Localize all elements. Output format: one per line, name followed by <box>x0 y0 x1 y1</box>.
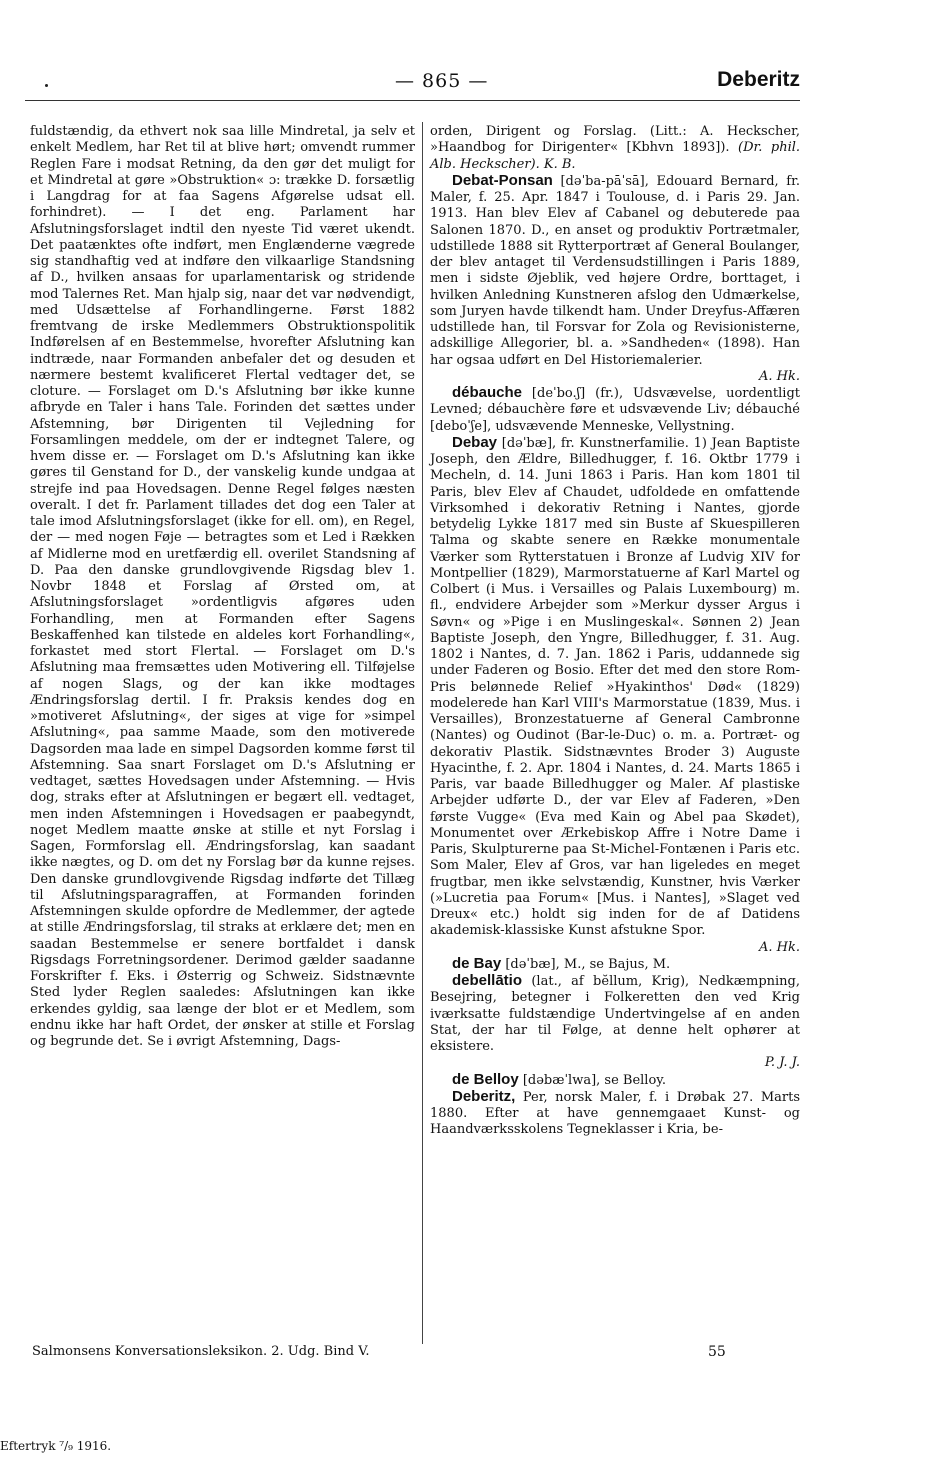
dictionary-entry <box>430 385 800 435</box>
dictionary-entry <box>430 435 800 956</box>
dictionary-entry <box>430 973 800 1072</box>
entry-body: [dəˈbæ], fr. Kunstnerfamilie. 1) Jean Baptiste Joseph, den Ældre, Billedhugger, f. 16. Oktbr 1779 i Mecheln, d. 14. Juni 1863 i Paris. Han kom 1801 til Paris, blev Elev af Chaudet, udfoldede en omfattende Virksomhed i dekorativ Retning i Nantes, gjorde betydelig Lykke 1817 med sin Buste af Skuespilleren Talma og skabte senere en Række monumentale Værker som Rytterstatuen i Bronze af Ludvig XIV for Montpellier (1829), Marmorstatuerne af Karl Martel og Colbert (i Mus. i Versailles og Palais Luxembourg) m. fl., endvidere Arbejder som »Merkur dysser Argus i Søvn« og »Pige i en Muslingeskal«. Sønnen 2) Jean Baptiste Joseph, den Yngre, Billedhugger, f. 31. Aug. 1802 i Nantes, d. 7. Jan. 1862 i Paris, uddannede sig under Faderen og Bosio. Efter det med den store Rom-Pris belønnede Relief »Hyakinthos' Død« (1829) modelerede han Karl VIII's Marmorstatue (1839, Mus. i Versailles), Bronzestatuerne af General Cambronne (Nantes) og Oudinot (Bar-le-Duc) o. m. a. Portræt- og dekorativ Plastik. Sidstnævntes Broder 3) Auguste Hyacinthe, f. 2. Apr. 1804 i Nantes, d. 24. Marts 1865 i Paris, var baade Billedhugger og Maler. Af plastiske Arbejder udførte D., der var Elev af Faderen, »Den første Vugge« (Eva med Kain og Abel paa Skødet), Monumentet over Ærkebiskop Affre i Notre Dame i Paris, Skulpturerne paa St-Michel-Fontænen i Paris etc. Som Maler, Elev af Gros, var han ligeledes en meget frugtbar, men ikke selvstændig, Kunstner, hvis Værker (»Lucretia paa Forum« [Mus. i Nantes], »Slaget ved Dreux« etc.) holdt sig inden for de af Datidens akademisk-klassiske Kunst afstukne Spor. <box>430 435 800 939</box>
page-header <box>30 70 800 100</box>
entry-headword: debellātio <box>452 972 523 989</box>
right-column <box>430 124 800 1139</box>
dictionary-entry <box>430 956 800 973</box>
entry-headword: Debay <box>452 433 498 451</box>
entry-body: [dəbæˈlwa], se Belloy. <box>522 1072 667 1088</box>
entry-body: [dəˈba-pāˈsā], Edouard Bernard, fr. Maler, f. 25. Apr. 1847 i Toulouse, d. i Paris 29. Jan. 1913. Han blev Elev af Cabanel og debuterede paa Salonen 1870. D., en anset og produktiv Portrætmaler, udstillede 1888 sit Rytterportræt af General Boulanger, der blev antaget til Verdensudstillingen i Paris 1889, men i sidste Øjeblik, ved højere Ordre, borttaget, i hvilken Anledning Kunstneren afslog den Udmærkelse, som Juryen havde tilkendt ham. Under Dreyfus-Affæren udstillede han, til Forsvar for Zola og Revisionisterne, adskillige Allegorier, bl. a. »Sandheden« (1898). Han har ogsaa udført en Del Historiemalerier. <box>430 173 800 368</box>
entry-body: [dəˈbæ], M., se Bajus, M. <box>505 956 671 972</box>
entry-signature: A. Hk. <box>759 368 800 384</box>
entry-body: [deˈbo.ʃ] (fr.), Udsvævelse, uordentligt Levned; débauchère føre et udsvævende Liv; débauché [deboˈʃe], udsvævende Menneske, Vellystning. <box>430 386 800 434</box>
continuation-paragraph <box>430 124 800 173</box>
entry-headword: débauche <box>452 384 523 401</box>
publication-footer: Salmonsens Konversationsleksikon. 2. Udg. Bind V. <box>32 1344 370 1359</box>
left-column <box>30 124 415 1050</box>
entry-headword: de Bay <box>452 954 502 972</box>
dictionary-entry <box>430 1072 800 1089</box>
header-rule <box>25 100 800 101</box>
entry-body: Per, norsk Maler, f. i Drøbak 27. Marts 1880. Efter at have gennemgaaet Kunst- og Haandværksskolens Tegneklasser i Kria, be- <box>430 1089 800 1138</box>
running-head: Deberitz <box>717 68 800 91</box>
continuation-text: orden, Dirigent og Forslag. (Litt.: A. Heckscher, »Haandbog for Dirigenter« [Kbhvn 1893]). <box>430 124 800 156</box>
entry-headword: Deberitz, <box>452 1087 516 1105</box>
entry-list <box>430 173 800 1139</box>
entry-body: (lat., af bĕllum, Krig), Nedkæmpning, Besejring, betegner i Folkeretten den ved Krig iværksatte fuldstændige Undertvingelse af en anden Stat, der har til Følge, at denne helt ophører at eksistere. <box>430 974 800 1054</box>
column-divider <box>422 122 423 1344</box>
ink-dot <box>45 84 48 87</box>
continuation-signature: (Dr. phil. Alb. Heckscher). K. B. <box>430 140 801 172</box>
entry-headword: de Belloy <box>452 1070 519 1088</box>
sheet-number: 55 <box>708 1344 726 1360</box>
entry-headword: Debat-Ponsan <box>452 171 553 189</box>
left-column-text: fuldstændig, da ethvert nok saa lille Mindretal, ja selv et enkelt Medlem, har Ret til at blive hørt; omvendt rummer Reglen Fare i modsat Retning, da den gør det muligt for et Mindretal at gøre »Obstruktion« ɔ: trække D. forsætlig i Langdrag for at faa Sagens Afgørelse udsat ell. forhindret). — I det eng. Parlament har Afslutningsforslaget indtil den nyeste Tid været ukendt. Det paatænktes ofte indført, men Englænderne vægrede sig standhaftig ved at indføre den vilkaarlige Standsning af D., hvilken ansaas for uparlamentarisk og stridende mod Talernes Ret. Man hjalp sig, naar det var nødvendigt, med Udsættelse af Forhandlingerne. Først 1882 fremtvang de irske Medlemmers Obstruktionspolitik Indførelsen af en Bestemmelse, hvorefter Afslutning kan indtræde, naar Formanden anbefaler det og desuden et nærmere bestemt kvalificeret Flertal vedtager det, se cloture. — Forslaget om D.'s Afslutning bør ikke kunne afbryde en Taler i hans Tale. Forinden det sættes under Afstemning, bør Dirigenten til Vejledning for Forsamlingen meddele, om der er indtegnet Talere, og hvem disse er. — Forslaget om D.'s Afslutning kan ikke gøres til Genstand for D., der vanskelig kunde undgaa at strejfe ind paa Hovedsagen. Denne Regel følges næsten overalt. I det fr. Parlament tillades det dog een Taler at tale imod Afslutningsforslaget (ikke for ell. om), en Regel, der — med nogen Føje — betragtes som et Led i Rækken af Midlerne mod en uretfærdig ell. overilet Standsning af D. Paa den danske grundlovgivende Rigsdag blev 1. Novbr 1848 et Forslag af Ørsted om, at Afslutningsforslaget »ordentligvis afgøres uden Forhandling, men at Formanden efter Sagens Beskaffenhed kan tilstede en aldeles kort Forhandling«, forkastet med stort Flertal. — Forslaget om D.'s Afslutning maa fremsættes uden Motivering ell. Tilføjelse af nogen Slags, og der kan ikke modtages Ændringsforslag dertil. I fr. Praksis kendes dog en »motiveret Afslutning«, der siges at vige for »simpel Afslutning«, paa samme Maade, som den motiverede Dagsorden maa lade en simpel Dagsorden komme først til Afstemning. Saa snart Forslaget om D.'s Afslutning er vedtaget, sættes Hovedsagen under Afstemning. — Hvis dog, straks efter at Afslutningen er begært ell. vedtaget, men inden Afstemningen i Hovedsagen er paabegyndt, noget Medlem maatte ønske at stille et nyt Forslag i Sagen, Formforslag ell. Ændringsforslag, kan saadant ikke nægtes, og D. om det ny Forslag bør da kunne rejses. Den danske grundlovgivende Rigsdag indførte det Tillæg til Afslutningsparagraffen, at Formanden forinden Afstemningen skulde opfordre de Medlemmer, der agtede at stille Ændringsforslag, til straks at erklære det; men en saadan Bestemmelse er senere bortfaldet i dansk Rigsdags Forretningsordener. Derimod gælder saadanne Forskrifter f. Eks. i Østerrig og Schweiz. Sidstnævnte Sted lyder Reglen saaledes: Afslutningen kan ikke erkendes gyldig, saa længe der blot er et Medlem, som endnu ikke har haft Ordet, der ønsker at stille et Forslag og begrunde det. Se i øvrigt Afstemning, Dags- <box>30 124 415 1049</box>
entry-signature: A. Hk. <box>759 939 800 955</box>
dictionary-entry <box>430 1089 800 1139</box>
reprint-note: Eftertryk ⁷/₉ 1916. <box>0 1439 112 1453</box>
entry-signature: P. J. J. <box>764 1055 800 1071</box>
dictionary-entry <box>430 173 800 385</box>
page-number: — 865 — <box>395 70 489 92</box>
